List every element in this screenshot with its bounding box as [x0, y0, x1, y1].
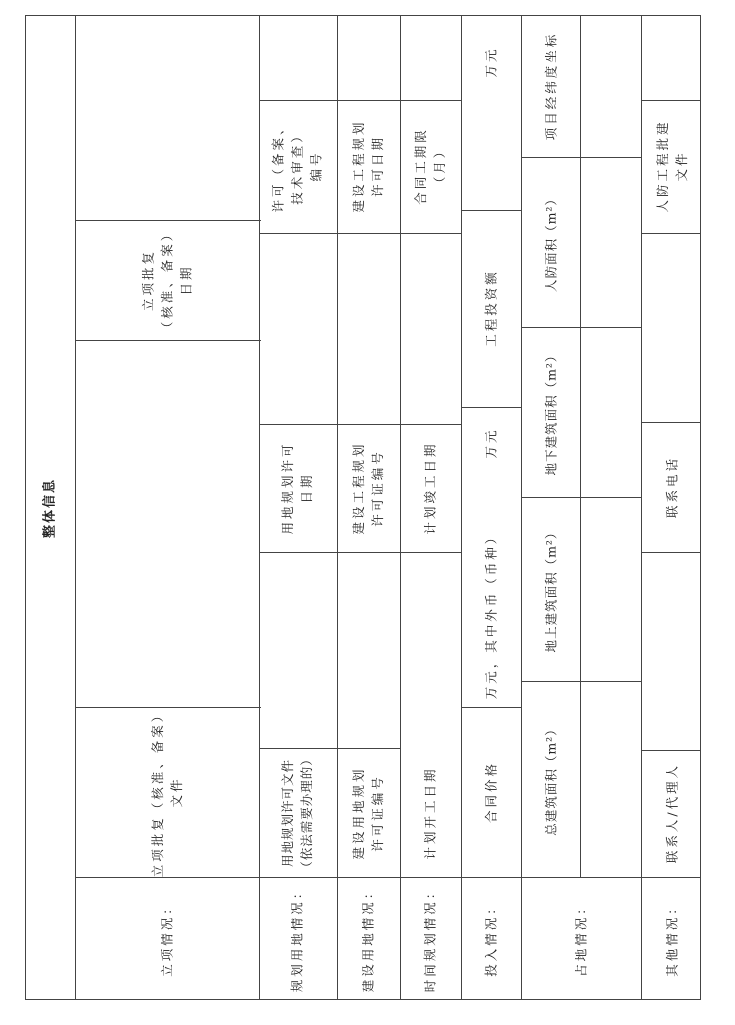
foreign-currency-label: 万元，其中外币（币种）: [483, 528, 499, 700]
col-line: [641, 15, 642, 1000]
start-date-label: 计划开工日期: [422, 766, 438, 860]
row-line: [259, 748, 401, 749]
row-line: [259, 552, 461, 553]
row-line: [641, 750, 701, 751]
contact-phone-label: 联系电话: [664, 455, 680, 519]
land-use-label: 占地情况：: [573, 899, 589, 977]
construction-land-label: 建设用地情况：: [360, 883, 376, 993]
project-approval-doc-label: 立项批复（核准、备案） 文件: [150, 706, 184, 878]
row-line: [641, 100, 701, 101]
investment-amount-label: 工程投资额: [483, 269, 499, 347]
total-area-label: 总建筑面积（m²）: [543, 722, 559, 836]
row-line: [75, 220, 261, 221]
col-line: [400, 15, 401, 1000]
project-approval-date-label: 立项批复 （核准、备案） 日期: [140, 225, 194, 335]
col-line: [75, 15, 76, 1000]
row-line: [461, 407, 521, 408]
row-line: [641, 422, 701, 423]
end-date-label: 计划竣工日期: [422, 441, 438, 535]
land-permit-no-label: 建设用地规划 许可证编号: [351, 766, 385, 860]
row-line: [641, 552, 701, 553]
above-area-label: 地上建筑面积（m²）: [543, 525, 559, 653]
row-line: [75, 340, 261, 341]
civil-defense-doc-label: 人防工程批建 文件: [655, 119, 689, 213]
page-title: 整体信息: [42, 477, 58, 539]
unit-wan-label: 万元: [483, 46, 499, 78]
col-line: [461, 15, 462, 1000]
row-line: [521, 681, 641, 682]
row-line: [461, 210, 521, 211]
row-line: [521, 497, 641, 498]
contract-price-label: 合同价格: [483, 760, 499, 824]
planning-permit-doc-label: 用地规划许可文件 （依法需要办理的）: [280, 752, 314, 874]
row-line: [461, 707, 521, 708]
contract-period-label: 合同工期限 （月）: [413, 127, 447, 205]
coordinates-label: 项目经纬度坐标: [543, 31, 559, 141]
other-label: 其他情况：: [664, 899, 680, 977]
project-label: 立项情况：: [159, 899, 175, 977]
row-line: [259, 233, 461, 234]
col-line: [259, 15, 260, 1000]
contact-person-label: 联系人/代理人: [664, 762, 680, 864]
col-line: [521, 15, 522, 1000]
planning-permit-date-label: 用地规划许可 日期: [280, 441, 314, 535]
project-permit-no-label: 许可（备案、 技术审查） 编号: [270, 119, 324, 213]
row-line: [521, 327, 641, 328]
col-line: [337, 15, 338, 1000]
row-line: [521, 157, 641, 158]
planning-land-label: 规划用地情况：: [289, 883, 305, 993]
investment-label: 投入情况：: [483, 899, 499, 977]
eng-permit-date-label: 建设工程规划 许可日期: [351, 119, 385, 213]
col-line: [580, 15, 581, 877]
schedule-label: 时间规划情况：: [422, 883, 438, 993]
row-line: [641, 233, 701, 234]
row-line: [259, 100, 461, 101]
unit-wan-label: 万元: [483, 427, 499, 459]
below-area-label: 地下建筑面积（m²）: [543, 348, 559, 476]
eng-permit-no-label: 建设工程规划 许可证编号: [351, 441, 385, 535]
civil-defense-area-label: 人防面积（m²）: [543, 192, 559, 292]
row-line: [259, 424, 461, 425]
